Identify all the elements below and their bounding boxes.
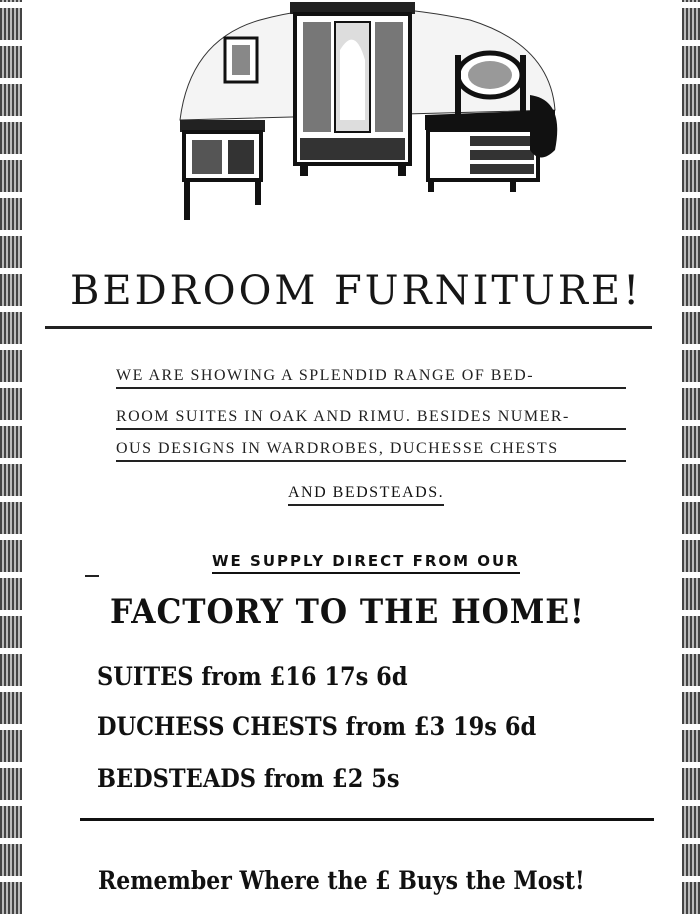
top-divider xyxy=(45,326,652,329)
bedroom-furniture-illustration xyxy=(170,0,565,222)
washstand-icon xyxy=(180,120,265,220)
slogan: Remember Where the £ Buys the Most! xyxy=(98,866,585,895)
price-bedsteads: BEDSTEADS from £2 5s xyxy=(97,764,400,793)
supply-line: WE SUPPLY DIRECT FROM OUR xyxy=(212,552,520,574)
right-decorative-border xyxy=(682,0,700,920)
price-suites: SUITES from £16 17s 6d xyxy=(97,662,408,691)
wardrobe-icon xyxy=(290,2,415,176)
price-duchess-chests: DUCHESS CHESTS from £3 19s 6d xyxy=(97,712,537,741)
description-line-2: ROOM SUITES IN OAK AND RIMU. BESIDES NUMER- xyxy=(116,408,626,430)
factory-line: FACTORY TO THE HOME! xyxy=(110,592,585,632)
headline: BEDROOM FURNITURE! xyxy=(70,268,643,314)
description-line-3: OUS DESIGNS IN WARDROBES, DUCHESSE CHESTS xyxy=(116,440,626,462)
bottom-divider xyxy=(80,818,654,821)
picture-frame-icon xyxy=(225,38,257,82)
description-line-1: WE ARE SHOWING A SPLENDID RANGE OF BED- xyxy=(116,367,626,389)
description-line-4: AND BEDSTEADS. xyxy=(288,484,444,506)
left-decorative-border xyxy=(0,0,22,920)
dash-mark xyxy=(85,575,99,577)
